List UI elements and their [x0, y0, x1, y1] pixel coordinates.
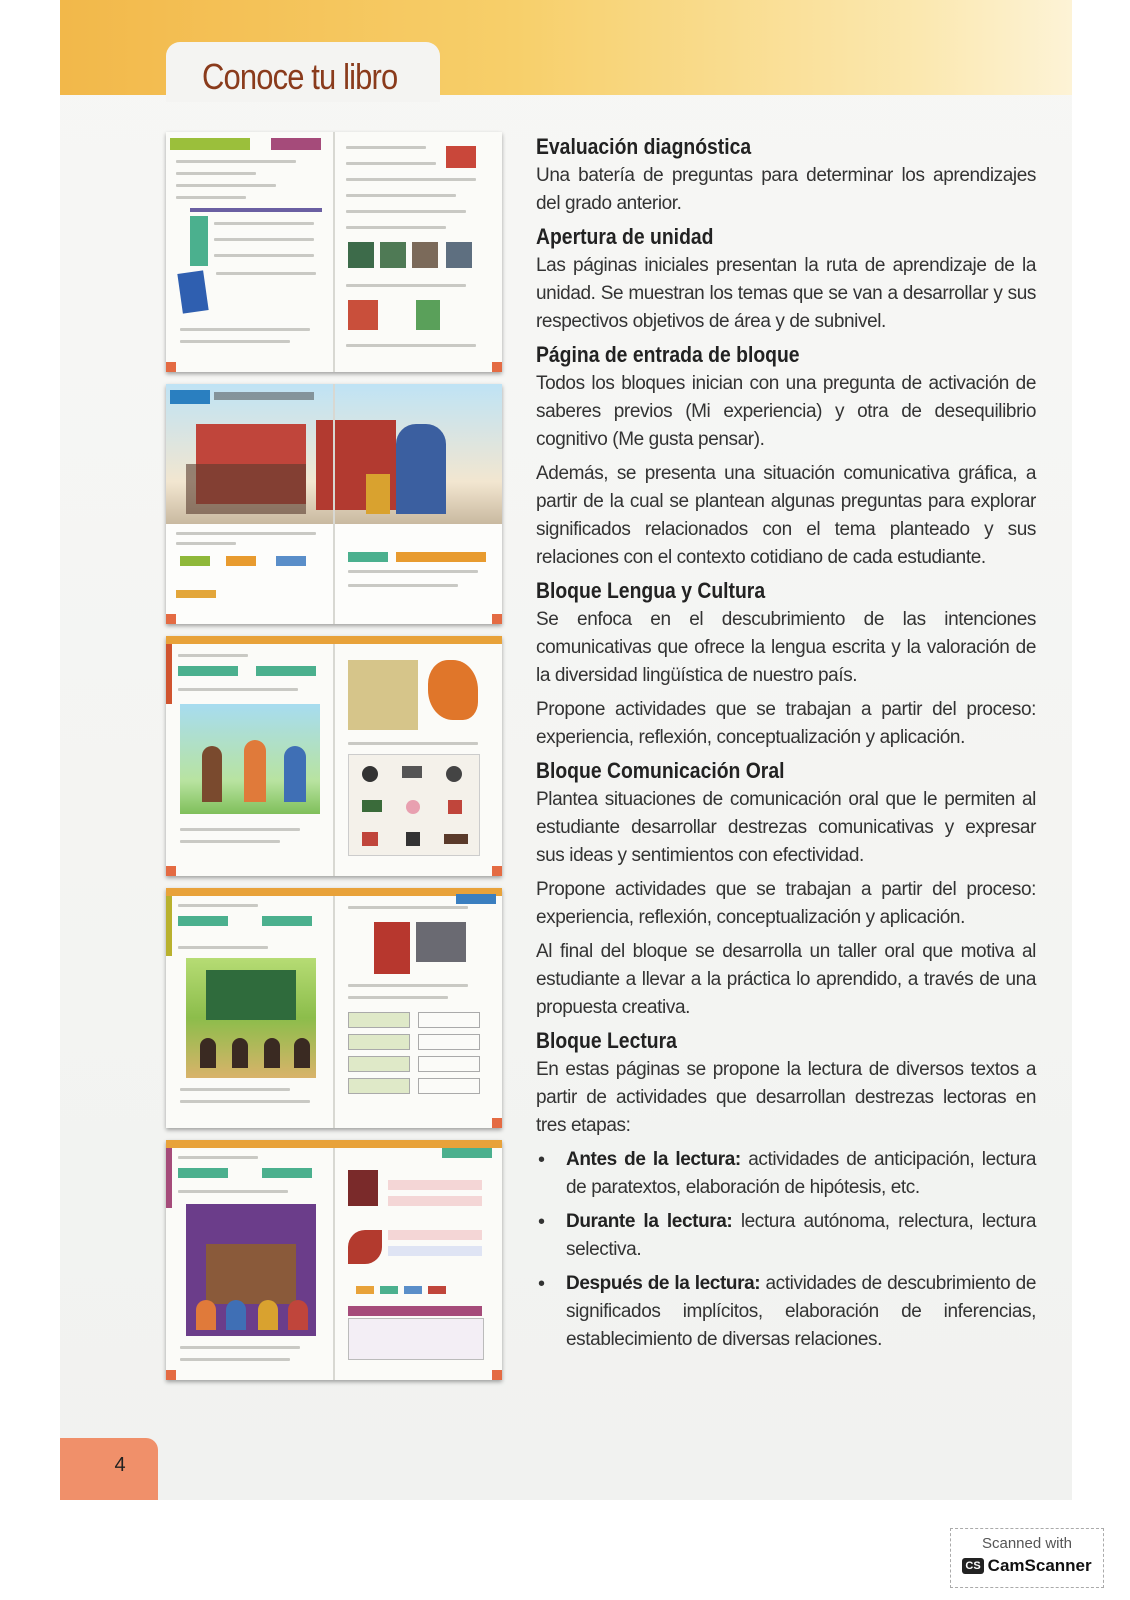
paragraph: Las páginas iniciales presentan la ruta de aprendizaje de la unidad. Se muestran los temas que se van a desarrollar y sus respectivos objetivos de área y de subnivel. — [536, 255, 1036, 332]
heading-apertura-de-unidad: Apertura de unidad — [536, 224, 714, 249]
page-number-tab — [60, 1438, 158, 1500]
paragraph: En estas páginas se propone la lectura de diversos textos a partir de actividades que desarrollan destrezas lectoras en tres etapas: — [536, 1059, 1036, 1136]
camscanner-watermark — [950, 1528, 1104, 1588]
reading-stages-list — [536, 1146, 1036, 1354]
heading-bloque-lengua-y-cultura: Bloque Lengua y Cultura — [536, 578, 766, 603]
camscanner-logo-icon: CS — [962, 1558, 983, 1574]
paragraph: Además, se presenta una situación comunicativa gráfica, a partir de la cual se plantean algunas preguntas para explorar significados relacionados con el tema planteado y sus relaciones con el contexto cotidiano de cada estudiante. — [536, 463, 1036, 568]
paragraph: Se enfoca en el descubrimiento de las intenciones comunicativas que ofrece la lengua escrita y la valoración de la diversidad lingüística de nuestro país. — [536, 609, 1036, 686]
paragraph: Todos los bloques inician con una pregunta de activación de saberes previos (Mi experiencia) y otra de desequilibrio cognitivo (Me gusta pensar). — [536, 373, 1036, 450]
paragraph: Plantea situaciones de comunicación oral que le permiten al estudiante desarrollar destrezas comunicativas y expresar sus ideas y sentimientos con efectividad. — [536, 789, 1036, 866]
thumbnail-comunicacion-oral — [166, 888, 502, 1128]
thumbnail-evaluacion-diagnostica — [166, 132, 502, 372]
thumbnail-lengua-y-cultura — [166, 636, 502, 876]
heading-bloque-lectura: Bloque Lectura — [536, 1028, 677, 1053]
text-column — [536, 132, 1036, 1360]
heading-bloque-comunicacion-oral: Bloque Comunicación Oral — [536, 758, 785, 783]
paragraph: Propone actividades que se trabajan a partir del proceso: experiencia, reflexión, conceptualización y aplicación. — [536, 879, 1036, 928]
thumbnail-lectura — [166, 1140, 502, 1380]
list-item: • Durante la lectura: lectura autónoma, relectura, lectura selectiva. — [536, 1208, 1036, 1264]
page-title: Conoce tu libro — [202, 56, 398, 97]
page-number: 4 — [114, 1454, 126, 1476]
heading-evaluacion-diagnostica: Evaluación diagnóstica — [536, 134, 752, 159]
list-item: • Antes de la lectura: actividades de anticipación, lectura de paratextos, elaboración de hipótesis, etc. — [536, 1146, 1036, 1202]
thumbnail-apertura-de-unidad — [166, 384, 502, 624]
heading-pagina-de-entrada-de-bloque: Página de entrada de bloque — [536, 342, 800, 367]
paragraph: Propone actividades que se trabajan a partir del proceso: experiencia, reflexión, conceptualización y aplicación. — [536, 699, 1036, 748]
paragraph: Una batería de preguntas para determinar los aprendizajes del grado anterior. — [536, 165, 1036, 214]
list-item: • Después de la lectura: actividades de descubrimiento de significados implícitos, elaboración de inferencias, establecimiento de diversas relaciones. — [536, 1270, 1036, 1354]
paragraph: Al final del bloque se desarrolla un taller oral que motiva al estudiante a llevar a la práctica lo aprendido, a través de una propuesta creativa. — [536, 941, 1036, 1018]
watermark-line1: Scanned with — [981, 1535, 1073, 1552]
watermark-brand: CamScanner — [987, 1556, 1092, 1575]
